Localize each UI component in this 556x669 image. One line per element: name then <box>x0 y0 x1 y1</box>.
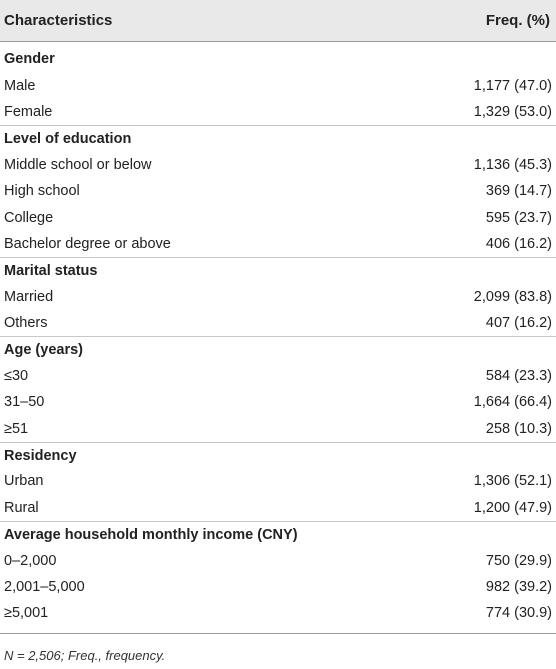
group-title: Average household monthly income (CNY) <box>4 526 298 543</box>
group-row <box>0 336 556 362</box>
group-title: Age (years) <box>4 341 83 358</box>
row-label: 0–2,000 <box>4 552 57 569</box>
group-row <box>0 521 556 547</box>
row-value: 1,664 (66.4) <box>473 394 552 411</box>
table-row <box>0 204 556 230</box>
row-label: Middle school or below <box>4 156 152 173</box>
table-row <box>0 389 556 415</box>
row-value: 1,177 (47.0) <box>473 77 552 94</box>
table-body <box>0 46 556 627</box>
row-value: 774 (30.9) <box>485 605 552 622</box>
group-row <box>0 442 556 468</box>
group-row <box>0 46 556 72</box>
row-label: Bachelor degree or above <box>4 235 171 252</box>
table-header <box>0 0 556 42</box>
row-label: ≥5,001 <box>4 605 49 622</box>
table-bottom-rule <box>0 633 556 634</box>
header-characteristics: Characteristics <box>4 12 113 29</box>
row-label: Male <box>4 77 36 94</box>
table-row <box>0 178 556 204</box>
group-title: Gender <box>4 51 55 68</box>
row-label: ≥51 <box>4 420 29 437</box>
row-value: 1,306 (52.1) <box>473 473 552 490</box>
group-row <box>0 125 556 151</box>
row-label: Others <box>4 315 48 332</box>
table-row <box>0 310 556 336</box>
row-label: Urban <box>4 473 44 490</box>
row-label: 2,001–5,000 <box>4 579 85 595</box>
table-row <box>0 495 556 521</box>
table-row <box>0 284 556 310</box>
row-label: High school <box>4 183 80 200</box>
row-value: 369 (14.7) <box>485 183 552 200</box>
row-value: 1,329 (53.0) <box>473 103 552 120</box>
table-row <box>0 574 556 600</box>
row-label: 31–50 <box>4 394 45 411</box>
table-row <box>0 152 556 178</box>
table-row <box>0 99 556 125</box>
table-row <box>0 72 556 98</box>
row-value: 406 (16.2) <box>485 235 552 252</box>
table-row <box>0 547 556 573</box>
row-value: 407 (16.2) <box>485 315 552 332</box>
table-row <box>0 600 556 626</box>
row-value: 1,136 (45.3) <box>473 156 552 173</box>
row-value: 258 (10.3) <box>485 420 552 437</box>
header-freq: Freq. (%) <box>485 12 550 29</box>
group-title: Level of education <box>4 130 132 147</box>
table-row <box>0 415 556 441</box>
row-value: 982 (39.2) <box>485 579 552 595</box>
row-label: College <box>4 209 54 226</box>
row-value: 1,200 (47.9) <box>473 499 552 516</box>
group-title: Marital status <box>4 262 98 279</box>
row-value: 2,099 (83.8) <box>473 288 552 305</box>
row-label: ≤30 <box>4 367 29 384</box>
group-title: Residency <box>4 447 77 464</box>
row-value: 750 (29.9) <box>485 552 552 569</box>
row-label: Married <box>4 288 54 305</box>
table-row <box>0 363 556 389</box>
row-label: Rural <box>4 499 39 516</box>
table-row <box>0 231 556 257</box>
row-value: 584 (23.3) <box>485 367 552 384</box>
row-label: Female <box>4 103 53 120</box>
row-value: 595 (23.7) <box>485 209 552 226</box>
table-row <box>0 468 556 494</box>
table-footnote: N = 2,506; Freq., frequency. <box>4 648 166 663</box>
group-row <box>0 257 556 283</box>
